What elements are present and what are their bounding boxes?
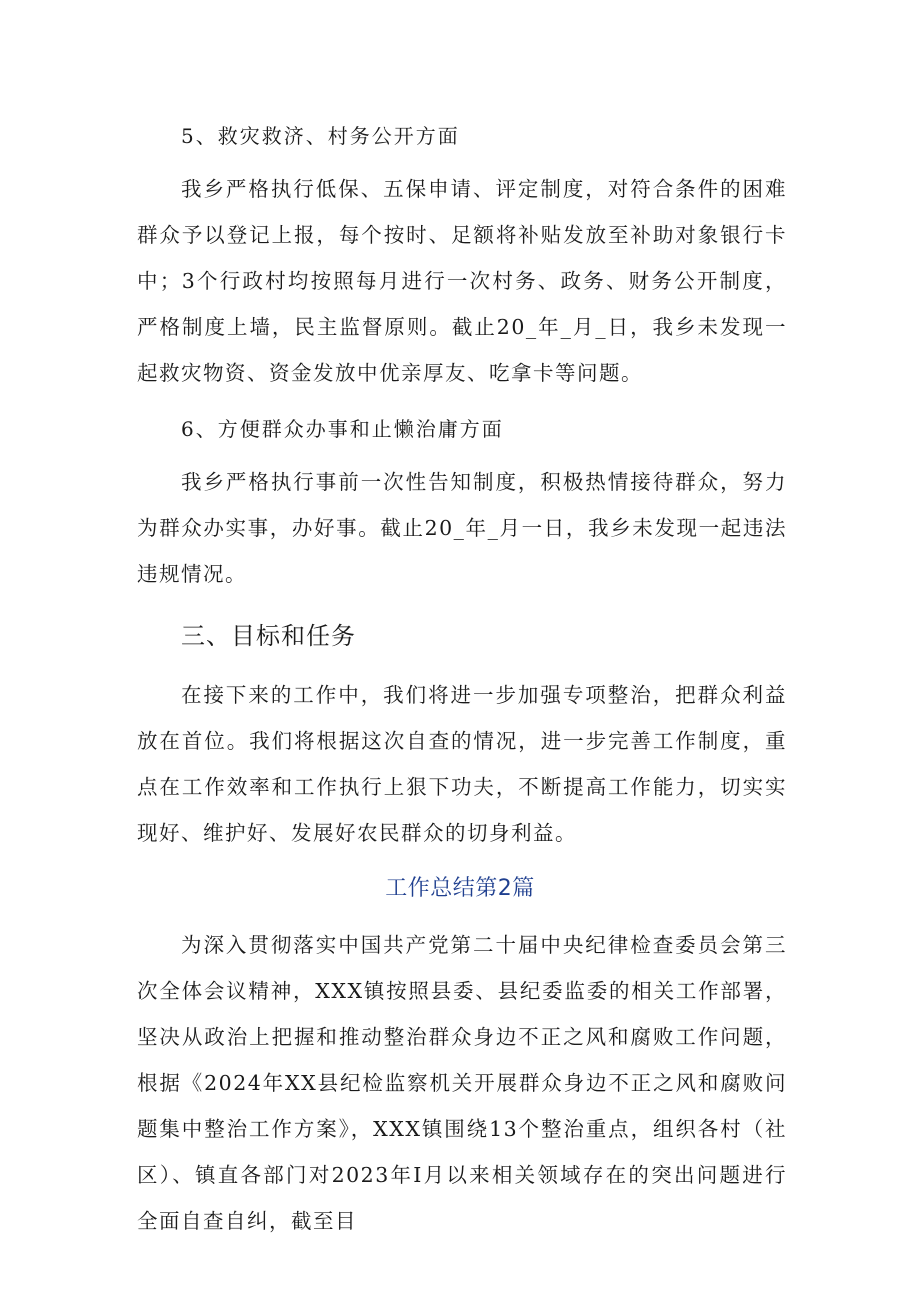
article-2-title: 工作总结第2篇	[385, 876, 535, 901]
section-5-body: 我乡严格执行低保、五保申请、评定制度，对符合条件的困难群众予以登记上报，每个按时、足额将补贴发放至补助对象银行卡中；3个行政村均按照每月进行一次村务、政务、财务公开制度，严格制度上墙，民主监督原则。截止20_年_月_日，我乡未发现一起救灾物资、资金发放中优亲厚友、吃拿卡等问题。	[137, 177, 787, 385]
part-3-heading: 三、目标和任务	[181, 622, 356, 650]
part-3-body: 在接下来的工作中，我们将进一步加强专项整治，把群众利益放在首位。我们将根据这次自查的情况，进一步完善工作制度，重点在工作效率和工作执行上狠下功夫，不断提高工作能力，切实实现好、维护好、发展好农民群众的切身利益。	[137, 683, 787, 845]
article-2-body: 为深入贯彻落实中国共产党第二十届中央纪律检查委员会第三次全体会议精神，XXX镇按照县委、县纪委监委的相关工作部署，坚决从政治上把握和推动整治群众身边不正之风和腐败工作问题，根据《2024年XX县纪检监察机关开展群众身边不正之风和腐败问题集中整治工作方案》，XXX镇围绕13个整治重点，组织各村（社区）、镇直各部门对2023年I月以来相关领域存在的突出问题进行全面自查自纠，截至目	[137, 933, 787, 1233]
section-6-body: 我乡严格执行事前一次性告知制度，积极热情接待群众，努力为群众办实事，办好事。截止20_年_月一日，我乡未发现一起违法违规情况。	[137, 470, 787, 586]
section-6-heading: 6、方便群众办事和止懒治庸方面	[181, 417, 504, 441]
section-5-heading: 5、救灾救济、村务公开方面	[181, 124, 460, 148]
